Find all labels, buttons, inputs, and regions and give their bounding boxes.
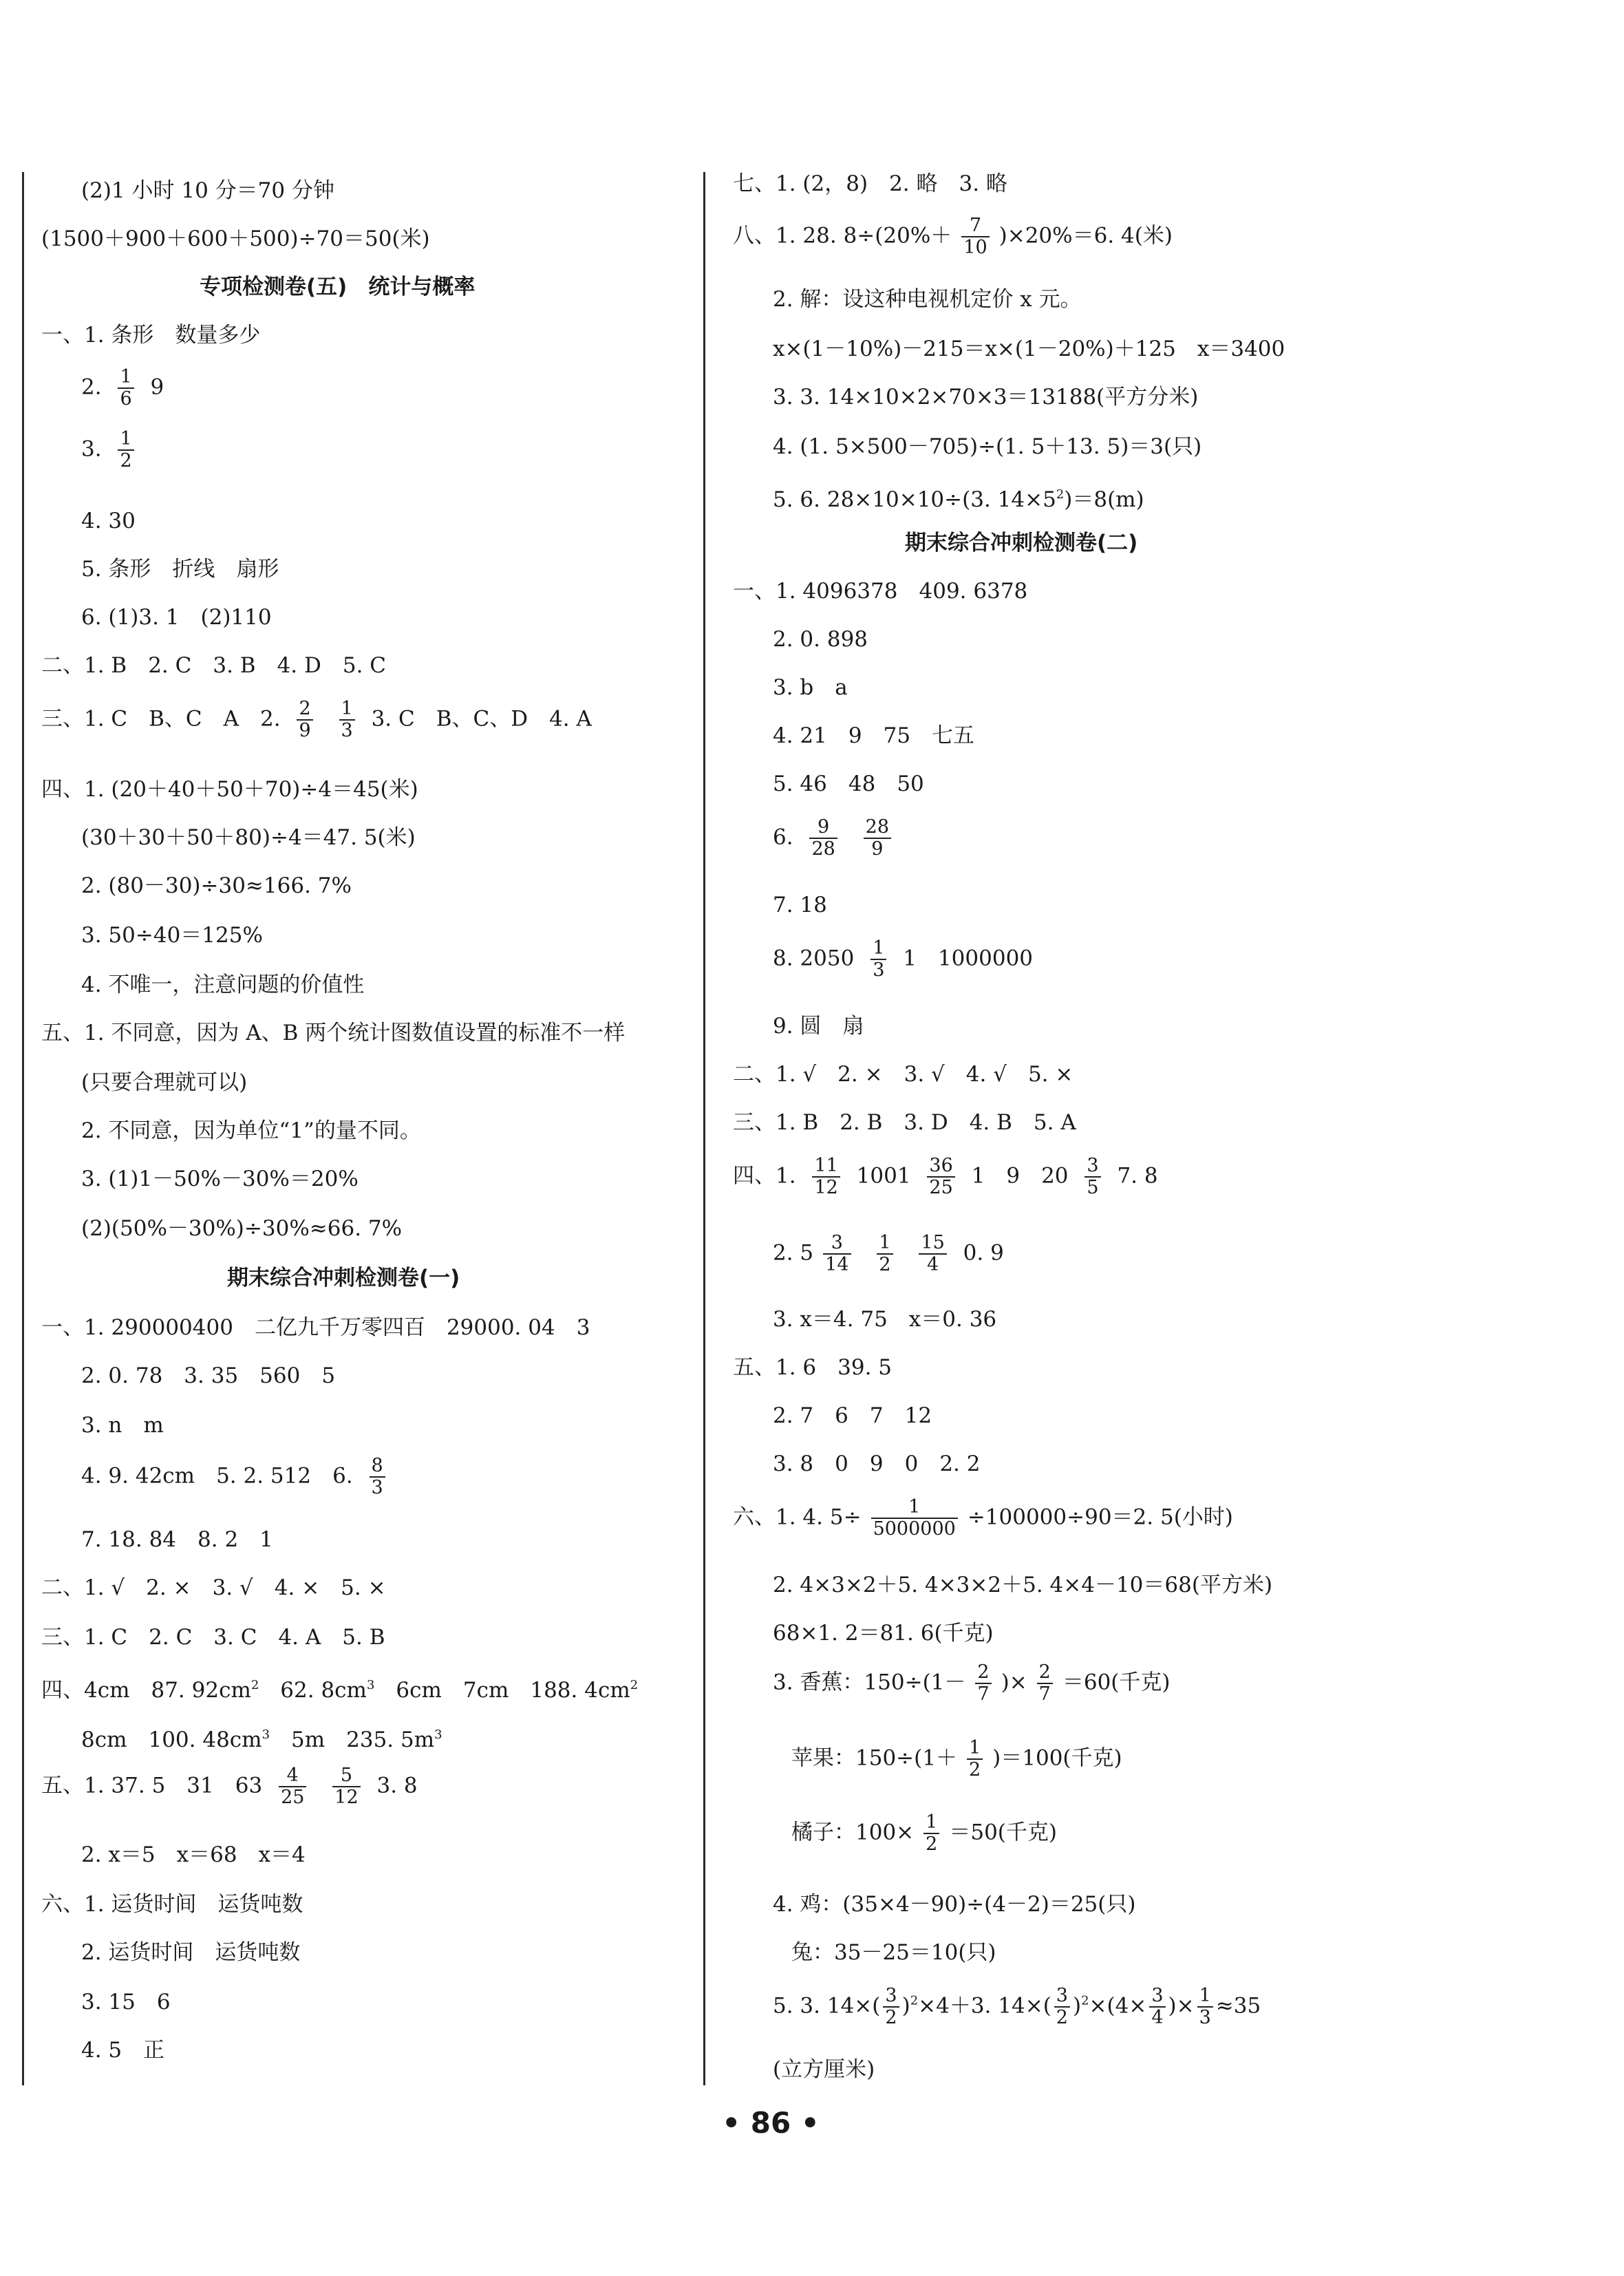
fraction: $\frac{1}{2}$ (923, 1812, 939, 1855)
answer-text: ≈35 (1215, 1993, 1261, 2019)
superscript: 2 (910, 1993, 919, 2008)
answer-text: 五、1. 37. 5 31 63 (41, 1773, 263, 1798)
answer-line (733, 1233, 1004, 1275)
answer-line: 兔：35－25＝10(只) (791, 1940, 996, 1965)
answer-line: 3. 15 6 (81, 1990, 171, 2014)
answer-line: 7. 18 (773, 893, 827, 917)
answer-line: 2. 7 6 7 12 (773, 1403, 932, 1428)
answer-text: 三、1. C B、C A 2. (41, 706, 281, 732)
answer-line: (只要合理就可以) (81, 1070, 248, 1095)
answer-line: 2. 0. 78 3. 35 560 5 (81, 1363, 336, 1388)
answer-text: 5m 235. 5m (270, 1727, 435, 1752)
answer-line: 一、1. 条形 数量多少 (41, 323, 261, 348)
answer-line: 三、1. C 2. C 3. C 4. A 5. B (41, 1625, 385, 1650)
superscript: 3 (434, 1727, 442, 1742)
answer-text: 1 1000000 (903, 946, 1034, 971)
answer-text: 5. 6. 28×10×10÷(3. 14×5 (773, 487, 1056, 512)
answer-line: 3. 8 0 9 0 2. 2 (773, 1451, 981, 1476)
answer-line (733, 480, 1144, 515)
answer-text: 7. 8 (1117, 1163, 1158, 1189)
answer-line: 3. b a (773, 675, 848, 700)
answer-line: 4. 30 (81, 509, 136, 533)
answer-line: 3. (1)1－50%－30%＝20% (81, 1167, 359, 1191)
answer-line: 4. (1. 5×500－705)÷(1. 5＋13. 5)＝3(只) (773, 434, 1202, 459)
answer-line (41, 429, 144, 471)
answer-text: ) (1072, 1993, 1082, 2019)
answer-text: ＝60(千克) (1062, 1670, 1171, 1695)
answer-line: 二、1. √ 2. × 3. √ 4. √ 5. × (733, 1062, 1073, 1087)
superscript: 3 (366, 1678, 375, 1692)
answer-text: 3. 8 (376, 1773, 418, 1798)
answer-line: 2. x＝5 x＝68 x＝4 (81, 1842, 306, 1867)
fraction: $\frac{1}{3}$ (870, 938, 886, 981)
page-number: • 86 • (722, 2106, 820, 2140)
fraction: $\frac{1}{6}$ (118, 367, 133, 410)
fraction: $\frac{5}{12}$ (332, 1765, 360, 1808)
answer-line: 3. 50÷40＝125% (81, 923, 263, 948)
answer-text: 6cm 7cm 188. 4cm (374, 1678, 630, 1703)
answer-text: 苹果：150÷(1＋ (791, 1745, 957, 1771)
answer-text: )＝100(千克) (992, 1745, 1122, 1771)
fraction: $\frac{1}{2}$ (967, 1738, 983, 1780)
answer-line (733, 1738, 1122, 1780)
left-column (41, 148, 702, 2089)
answer-line (733, 1986, 1261, 2028)
item-number: 6. (773, 825, 793, 850)
item-number: 2. (81, 374, 102, 400)
answer-line: 二、1. √ 2. × 3. √ 4. × 5. × (41, 1575, 386, 1600)
answer-line: 5. 条形 折线 扇形 (81, 557, 279, 582)
answer-text: 四、4cm 87. 92cm (41, 1678, 251, 1703)
fraction: $\frac{1}{2}$ (118, 429, 133, 471)
answer-text: 1 9 20 (971, 1163, 1069, 1189)
answer-line: 4. 5 正 (81, 2038, 165, 2063)
answer-text: 橘子：100× (791, 1820, 915, 1845)
answer-line: 六、1. 运货时间 运货吨数 (41, 1892, 303, 1917)
answer-line: 5. 46 48 50 (773, 772, 924, 796)
column-divider (703, 172, 705, 2085)
answer-text: 六、1. 4. 5÷ (733, 1504, 862, 1530)
answer-line (41, 367, 164, 410)
answer-line (41, 1456, 395, 1498)
answer-line: 五、1. 不同意，因为 A、B 两个统计图数值设置的标准不一样 (41, 1021, 626, 1045)
answer-text: 8cm 100. 48cm (81, 1727, 262, 1752)
answer-line (41, 699, 592, 741)
superscript: 2 (1056, 487, 1065, 502)
fraction: $\frac{1}{2}$ (877, 1233, 893, 1275)
fraction: $\frac{3}{2}$ (1054, 1986, 1070, 2028)
answer-line (733, 1812, 1057, 1855)
answer-line (733, 1662, 1171, 1705)
fraction: $\frac{2}{7}$ (1037, 1662, 1053, 1705)
answer-text: 4. 9. 42cm 5. 2. 512 6. (81, 1463, 353, 1489)
answer-line: (1500＋900＋600＋500)÷70＝50(米) (41, 226, 430, 251)
fraction: $\frac{36}{25}$ (927, 1156, 954, 1198)
fraction: $\frac{3}{2}$ (883, 1986, 899, 2028)
fraction: $\frac{1}{5000000}$ (871, 1497, 958, 1540)
answer-text: ÷100000÷90＝2. 5(小时) (967, 1504, 1233, 1530)
section-heading: 期末综合冲刺检测卷(二) (905, 531, 1138, 555)
answer-line (41, 1720, 442, 1755)
answer-text: 3. C B、C、D 4. A (371, 706, 592, 732)
answer-text: ) (901, 1993, 910, 2019)
answer-line (733, 938, 1033, 981)
answer-line: 2. 解：设这种电视机定价 x 元。 (773, 287, 1082, 312)
answer-text: )×20%＝6. 4(米) (998, 223, 1173, 248)
superscript: 3 (261, 1727, 270, 1742)
answer-line: 3. n m (81, 1413, 164, 1438)
answer-line (41, 1670, 638, 1705)
item-number: 3. (81, 436, 102, 462)
answer-text: 3. 香蕉：150÷(1－ (773, 1670, 966, 1695)
answer-line: (2)1 小时 10 分＝70 分钟 (81, 178, 334, 203)
answer-text: ×4＋3. 14×( (918, 1993, 1051, 2019)
answer-text: 八、1. 28. 8÷(20%＋ (733, 223, 952, 248)
fraction: $\frac{11}{12}$ (812, 1156, 840, 1198)
answer-line: 3. x＝4. 75 x＝0. 36 (773, 1307, 997, 1332)
fraction: $\frac{15}{4}$ (919, 1233, 946, 1275)
fraction: $\frac{1}{3}$ (339, 699, 355, 741)
fraction: $\frac{4}{25}$ (279, 1765, 306, 1808)
answer-line: 七、1. (2，8) 2. 略 3. 略 (733, 171, 1007, 196)
fraction: $\frac{3}{5}$ (1085, 1156, 1100, 1198)
answer-line (733, 817, 901, 860)
answer-text: 1001 (856, 1163, 911, 1189)
left-margin-rule (22, 172, 24, 2085)
fraction: $\frac{8}{3}$ (370, 1456, 385, 1498)
section-heading: 期末综合冲刺检测卷(一) (227, 1266, 460, 1290)
answer-line: 2. 不同意，因为单位“1”的量不同。 (81, 1118, 421, 1143)
answer-line: 7. 18. 84 8. 2 1 (81, 1527, 273, 1552)
answer-text: 9 (150, 374, 164, 400)
answer-text: )× (1001, 1670, 1027, 1695)
answer-line: 4. 21 9 75 七五 (773, 723, 975, 748)
fraction: $\frac{2}{7}$ (975, 1662, 991, 1705)
answer-text: 0. 9 (963, 1240, 1004, 1266)
superscript: 2 (630, 1678, 639, 1692)
fraction: $\frac{28}{9}$ (864, 817, 891, 860)
answer-line (733, 1156, 1158, 1198)
answer-line: (立方厘米) (773, 2057, 875, 2082)
fraction: $\frac{3}{14}$ (823, 1233, 851, 1275)
answer-text: )＝8(m) (1064, 487, 1144, 512)
answer-line: 9. 圆 扇 (773, 1014, 864, 1039)
answer-text: 62. 8cm (259, 1678, 367, 1703)
answer-line: 一、1. 290000400 二亿九千万零四百 29000. 04 3 (41, 1315, 590, 1340)
answer-text: ×(4× (1089, 1993, 1147, 2019)
superscript: 2 (250, 1678, 259, 1692)
answer-line: 2. 4×3×2＋5. 4×3×2＋5. 4×4－10＝68(平方米) (773, 1573, 1273, 1597)
answer-text: 2. 5 (773, 1240, 814, 1266)
answer-text: ＝50(千克) (949, 1820, 1057, 1845)
answer-text: )× (1168, 1993, 1195, 2019)
fraction: $\frac{1}{3}$ (1197, 1986, 1213, 2028)
section-heading: 专项检测卷(五) 统计与概率 (200, 275, 476, 299)
answer-line: 四、1. (20＋40＋50＋70)÷4＝45(米) (41, 777, 418, 802)
fraction: $\frac{9}{28}$ (809, 817, 837, 860)
answer-line: 4. 鸡：(35×4－90)÷(4－2)＝25(只) (773, 1892, 1136, 1917)
answer-line: 三、1. B 2. B 3. D 4. B 5. A (733, 1110, 1076, 1135)
answer-line: 2. 运货时间 运货吨数 (81, 1940, 301, 1965)
answer-line (733, 215, 1173, 258)
answer-line (733, 1497, 1233, 1540)
answer-text: 四、1. (733, 1163, 796, 1189)
answer-line: x×(1－10%)－215＝x×(1－20%)＋125 x＝3400 (773, 337, 1285, 361)
answer-line: 2. (80－30)÷30≈166. 7% (81, 873, 352, 898)
answer-line: 一、1. 4096378 409. 6378 (733, 579, 1028, 604)
answer-line: (2)(50%－30%)÷30%≈66. 7% (81, 1216, 403, 1241)
answer-text: 5. 3. 14×( (773, 1993, 881, 2019)
fraction: $\frac{3}{4}$ (1149, 1986, 1165, 2028)
answer-line: 五、1. 6 39. 5 (733, 1355, 893, 1380)
fraction: $\frac{2}{9}$ (297, 699, 312, 741)
answer-line: 2. 0. 898 (773, 627, 868, 652)
answer-line: 3. 3. 14×10×2×70×3＝13188(平方分米) (773, 385, 1199, 410)
answer-line: (30＋30＋50＋80)÷4＝47. 5(米) (81, 825, 416, 850)
answer-line: 二、1. B 2. C 3. B 4. D 5. C (41, 653, 387, 678)
superscript: 2 (1081, 1993, 1089, 2008)
fraction: $\frac{7}{10}$ (961, 215, 989, 258)
answer-text: 8. 2050 (773, 946, 855, 971)
answer-line: 68×1. 2＝81. 6(千克) (773, 1621, 994, 1646)
answer-line: 6. (1)3. 1 (2)110 (81, 605, 272, 630)
answer-line (41, 1765, 418, 1808)
right-column (733, 148, 1421, 2089)
answer-line: 4. 不唯一，注意问题的价值性 (81, 972, 365, 997)
